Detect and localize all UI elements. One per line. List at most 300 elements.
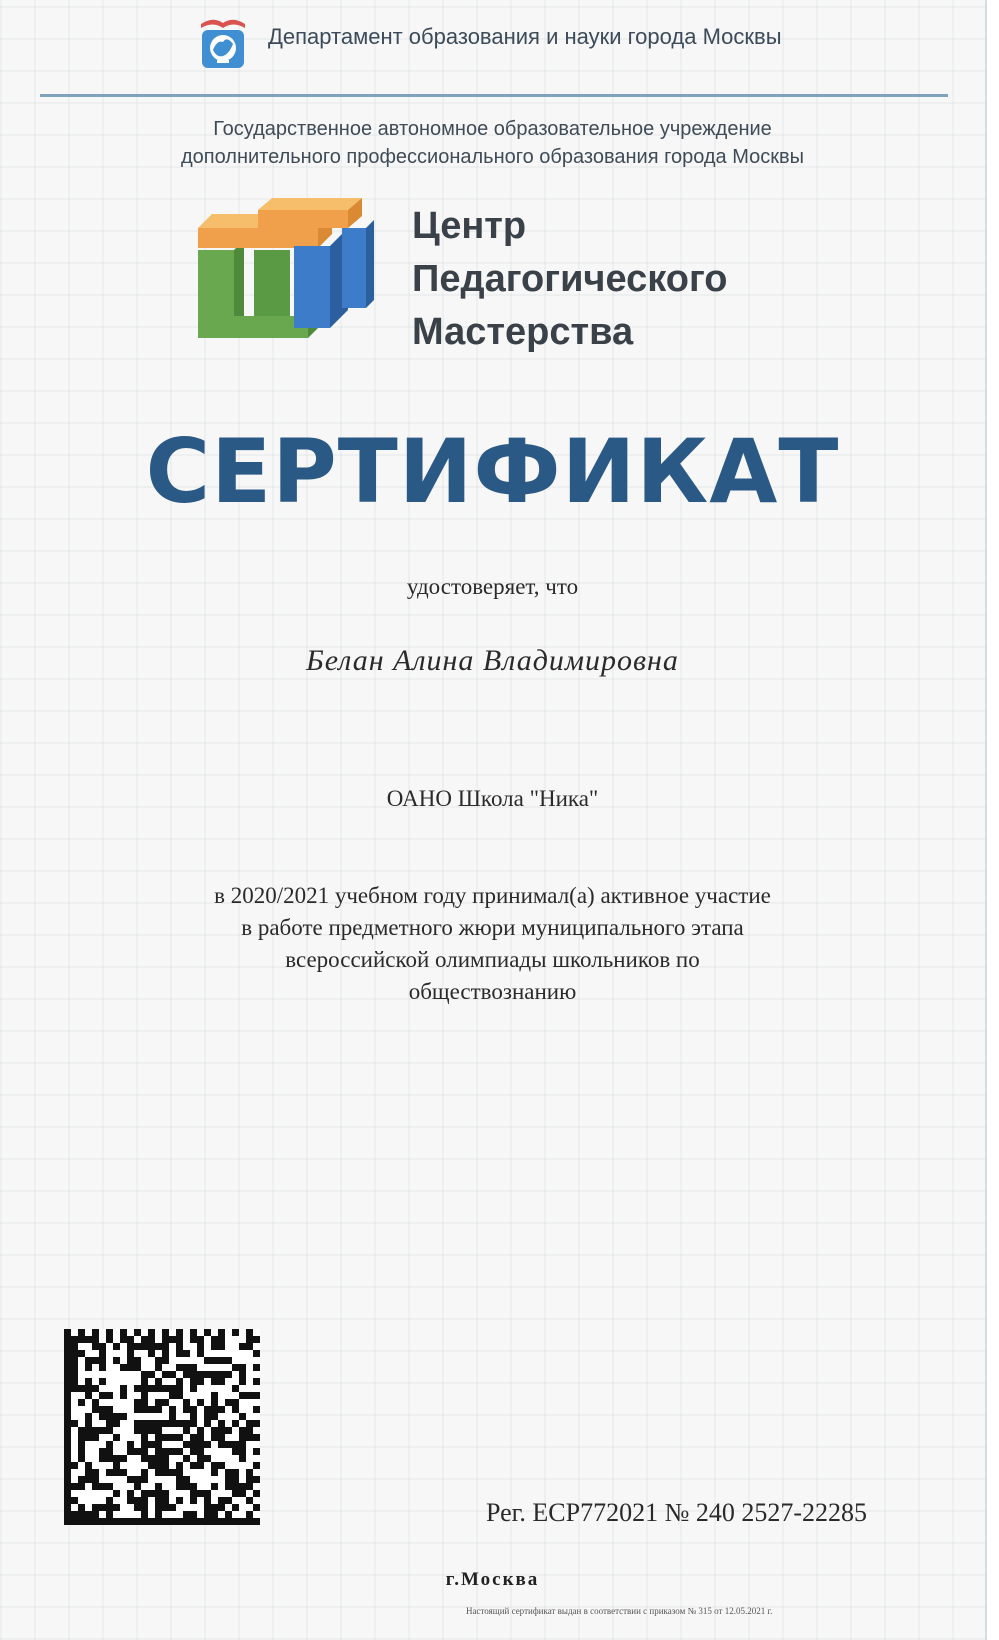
qr-module	[211, 1343, 218, 1350]
qr-module	[239, 1343, 246, 1350]
qr-module	[78, 1329, 85, 1336]
qr-module	[120, 1385, 127, 1392]
qr-module	[190, 1385, 197, 1392]
qr-module	[253, 1406, 260, 1413]
qr-module	[127, 1350, 134, 1357]
qr-module	[155, 1385, 162, 1392]
certificate-title: СЕРТИФИКАТ	[145, 420, 840, 523]
qr-module	[113, 1343, 120, 1350]
qr-module	[225, 1511, 232, 1518]
qr-module	[218, 1336, 225, 1343]
qr-module	[246, 1427, 253, 1434]
qr-module	[155, 1518, 162, 1525]
page-edge	[985, 0, 999, 1640]
qr-module	[141, 1469, 148, 1476]
qr-module	[162, 1385, 169, 1392]
qr-module	[204, 1406, 211, 1413]
qr-module	[113, 1469, 120, 1476]
org-type-line: Государственное автономное образовательное учреждение	[213, 118, 772, 140]
qr-module	[120, 1392, 127, 1399]
qr-module	[204, 1420, 211, 1427]
qr-module	[106, 1518, 113, 1525]
qr-module	[239, 1364, 246, 1371]
qr-module	[190, 1483, 197, 1490]
qr-module	[92, 1504, 99, 1511]
qr-module	[155, 1448, 162, 1455]
qr-module	[169, 1448, 176, 1455]
qr-module	[190, 1448, 197, 1455]
qr-module	[127, 1476, 134, 1483]
qr-module	[190, 1329, 197, 1336]
qr-module	[71, 1364, 78, 1371]
qr-module	[134, 1420, 141, 1427]
qr-module	[106, 1392, 113, 1399]
qr-module	[183, 1427, 190, 1434]
qr-module	[218, 1343, 225, 1350]
qr-module	[211, 1413, 218, 1420]
qr-module	[176, 1364, 183, 1371]
qr-module	[85, 1511, 92, 1518]
qr-module	[148, 1343, 155, 1350]
qr-module	[64, 1364, 71, 1371]
qr-module	[64, 1511, 71, 1518]
qr-module	[169, 1420, 176, 1427]
qr-module	[78, 1336, 85, 1343]
qr-module	[148, 1455, 155, 1462]
qr-module	[204, 1497, 211, 1504]
qr-module	[246, 1336, 253, 1343]
qr-module	[162, 1434, 169, 1441]
qr-module	[225, 1441, 232, 1448]
qr-module	[162, 1336, 169, 1343]
qr-module	[99, 1364, 106, 1371]
qr-module	[85, 1336, 92, 1343]
qr-module	[211, 1462, 218, 1469]
qr-module	[246, 1497, 253, 1504]
qr-module	[134, 1483, 141, 1490]
qr-module	[225, 1476, 232, 1483]
qr-module	[71, 1336, 78, 1343]
body-line: всероссийской олимпиады школьников по	[285, 947, 700, 972]
qr-module	[127, 1441, 134, 1448]
qr-module	[78, 1399, 85, 1406]
qr-module	[253, 1364, 260, 1371]
qr-module	[92, 1483, 99, 1490]
qr-module	[162, 1448, 169, 1455]
qr-module	[176, 1497, 183, 1504]
qr-module	[176, 1329, 183, 1336]
qr-module	[197, 1455, 204, 1462]
qr-module	[64, 1455, 71, 1462]
qr-module	[211, 1427, 218, 1434]
qr-module	[71, 1518, 78, 1525]
qr-module	[134, 1329, 141, 1336]
qr-module	[183, 1420, 190, 1427]
qr-module	[92, 1434, 99, 1441]
qr-module	[211, 1378, 218, 1385]
qr-module	[225, 1469, 232, 1476]
qr-module	[71, 1420, 78, 1427]
qr-module	[148, 1518, 155, 1525]
qr-module	[190, 1434, 197, 1441]
qr-module	[155, 1455, 162, 1462]
qr-module	[239, 1455, 246, 1462]
qr-module	[246, 1434, 253, 1441]
qr-module	[134, 1476, 141, 1483]
qr-module	[190, 1462, 197, 1469]
qr-module	[64, 1413, 71, 1420]
qr-module	[211, 1504, 218, 1511]
qr-module	[113, 1434, 120, 1441]
qr-module	[169, 1392, 176, 1399]
qr-module	[225, 1357, 232, 1364]
qr-module	[239, 1448, 246, 1455]
qr-module	[64, 1483, 71, 1490]
qr-module	[155, 1490, 162, 1497]
qr-module	[92, 1469, 99, 1476]
qr-module	[169, 1518, 176, 1525]
qr-module	[218, 1434, 225, 1441]
qr-module	[141, 1511, 148, 1518]
qr-module	[253, 1504, 260, 1511]
qr-module	[232, 1504, 239, 1511]
qr-module	[127, 1448, 134, 1455]
qr-module	[232, 1399, 239, 1406]
qr-module	[176, 1434, 183, 1441]
qr-module	[106, 1504, 113, 1511]
qr-module	[204, 1490, 211, 1497]
qr-module	[141, 1441, 148, 1448]
page-edge-line	[985, 0, 987, 1640]
qr-module	[162, 1504, 169, 1511]
qr-module	[162, 1462, 169, 1469]
qr-module	[176, 1476, 183, 1483]
qr-module	[155, 1427, 162, 1434]
qr-module	[134, 1504, 141, 1511]
qr-module	[141, 1406, 148, 1413]
qr-module	[239, 1441, 246, 1448]
qr-module	[211, 1371, 218, 1378]
qr-module	[155, 1469, 162, 1476]
qr-module	[204, 1441, 211, 1448]
center-name-line2: Педагогического	[412, 258, 728, 300]
qr-module	[71, 1497, 78, 1504]
qr-module	[92, 1511, 99, 1518]
qr-code	[64, 1329, 260, 1525]
qr-module	[232, 1469, 239, 1476]
qr-module	[64, 1518, 71, 1525]
qr-module	[92, 1336, 99, 1343]
qr-module	[211, 1336, 218, 1343]
qr-module	[106, 1420, 113, 1427]
qr-module	[246, 1392, 253, 1399]
certifies-text: удостоверяет, что	[406, 574, 579, 599]
qr-module	[155, 1364, 162, 1371]
qr-module	[148, 1490, 155, 1497]
qr-module	[92, 1357, 99, 1364]
qr-module	[141, 1490, 148, 1497]
qr-module	[85, 1385, 92, 1392]
qr-module	[190, 1378, 197, 1385]
qr-module	[253, 1518, 260, 1525]
qr-module	[106, 1427, 113, 1434]
qr-module	[162, 1469, 169, 1476]
qr-module	[253, 1490, 260, 1497]
qr-module	[211, 1357, 218, 1364]
qr-module	[99, 1518, 106, 1525]
qr-module	[246, 1518, 253, 1525]
qr-module	[99, 1343, 106, 1350]
qr-module	[141, 1476, 148, 1483]
qr-module	[225, 1399, 232, 1406]
qr-module	[148, 1420, 155, 1427]
city: г.Москва	[445, 1569, 540, 1590]
qr-module	[197, 1490, 204, 1497]
qr-module	[190, 1441, 197, 1448]
qr-module	[71, 1483, 78, 1490]
qr-module	[253, 1434, 260, 1441]
qr-module	[120, 1413, 127, 1420]
qr-module	[197, 1350, 204, 1357]
qr-module	[162, 1420, 169, 1427]
qr-module	[64, 1504, 71, 1511]
qr-module	[148, 1406, 155, 1413]
center-name-line3: Мастерства	[412, 311, 634, 353]
qr-module	[197, 1343, 204, 1350]
qr-module	[99, 1427, 106, 1434]
qr-module	[127, 1336, 134, 1343]
qr-module	[134, 1497, 141, 1504]
qr-module	[162, 1497, 169, 1504]
qr-module	[232, 1476, 239, 1483]
qr-module	[85, 1469, 92, 1476]
qr-module	[78, 1434, 85, 1441]
qr-module	[78, 1448, 85, 1455]
qr-module	[106, 1448, 113, 1455]
qr-module	[134, 1427, 141, 1434]
qr-module	[239, 1371, 246, 1378]
qr-module	[197, 1427, 204, 1434]
qr-module	[253, 1336, 260, 1343]
qr-module	[225, 1483, 232, 1490]
qr-module	[169, 1469, 176, 1476]
qr-module	[218, 1441, 225, 1448]
qr-module	[232, 1364, 239, 1371]
qr-module	[197, 1434, 204, 1441]
qr-module	[64, 1490, 71, 1497]
qr-module	[246, 1329, 253, 1336]
qr-module	[141, 1392, 148, 1399]
qr-module	[162, 1399, 169, 1406]
qr-module	[155, 1483, 162, 1490]
qr-module	[99, 1448, 106, 1455]
qr-module	[246, 1343, 253, 1350]
qr-module	[141, 1448, 148, 1455]
qr-module	[218, 1406, 225, 1413]
qr-module	[239, 1413, 246, 1420]
qr-module	[155, 1462, 162, 1469]
qr-module	[169, 1504, 176, 1511]
qr-module	[106, 1329, 113, 1336]
qr-module	[78, 1483, 85, 1490]
footnote: Настоящий сертификат выдан в соответствии с приказом № 315 от 12.05.2021 г.	[466, 1606, 773, 1616]
qr-module	[127, 1364, 134, 1371]
qr-module	[176, 1343, 183, 1350]
qr-module	[211, 1392, 218, 1399]
qr-module	[64, 1329, 71, 1336]
qr-module	[64, 1399, 71, 1406]
qr-module	[183, 1350, 190, 1357]
qr-module	[162, 1518, 169, 1525]
qr-module	[204, 1413, 211, 1420]
qr-module	[148, 1427, 155, 1434]
qr-module	[85, 1476, 92, 1483]
qr-module	[106, 1497, 113, 1504]
qr-module	[127, 1343, 134, 1350]
qr-module	[64, 1336, 71, 1343]
qr-module	[85, 1434, 92, 1441]
qr-module	[239, 1378, 246, 1385]
qr-module	[169, 1406, 176, 1413]
qr-module	[92, 1329, 99, 1336]
qr-module	[162, 1350, 169, 1357]
center-name	[412, 200, 728, 359]
qr-module	[148, 1350, 155, 1357]
qr-module	[176, 1448, 183, 1455]
qr-module	[183, 1455, 190, 1462]
qr-module	[155, 1378, 162, 1385]
qr-module	[246, 1483, 253, 1490]
qr-module	[246, 1476, 253, 1483]
qr-module	[218, 1427, 225, 1434]
qr-module	[176, 1483, 183, 1490]
qr-module	[176, 1392, 183, 1399]
qr-module	[204, 1357, 211, 1364]
qr-module	[99, 1392, 106, 1399]
qr-module	[162, 1490, 169, 1497]
qr-module	[232, 1518, 239, 1525]
qr-module	[183, 1518, 190, 1525]
qr-module	[99, 1504, 106, 1511]
qr-module	[64, 1350, 71, 1357]
qr-module	[253, 1420, 260, 1427]
qr-module	[253, 1350, 260, 1357]
qr-module	[92, 1476, 99, 1483]
qr-module	[190, 1490, 197, 1497]
qr-module	[162, 1329, 169, 1336]
qr-module	[85, 1392, 92, 1399]
qr-module	[183, 1511, 190, 1518]
qr-module	[64, 1427, 71, 1434]
qr-module	[106, 1469, 113, 1476]
qr-module	[155, 1434, 162, 1441]
qr-module	[232, 1483, 239, 1490]
qr-module	[106, 1455, 113, 1462]
body-line: в 2020/2021 учебном году принимал(а) активное участие	[214, 883, 771, 908]
qr-module	[176, 1378, 183, 1385]
qr-module	[197, 1518, 204, 1525]
qr-module	[141, 1371, 148, 1378]
qr-module	[141, 1378, 148, 1385]
qr-module	[169, 1434, 176, 1441]
qr-module	[127, 1518, 134, 1525]
qr-module	[169, 1336, 176, 1343]
qr-module	[232, 1385, 239, 1392]
qr-module	[176, 1462, 183, 1469]
qr-module	[64, 1434, 71, 1441]
qr-module	[106, 1483, 113, 1490]
qr-module	[99, 1483, 106, 1490]
qr-module	[120, 1336, 127, 1343]
qr-module	[106, 1406, 113, 1413]
qr-module	[141, 1518, 148, 1525]
qr-module	[197, 1462, 204, 1469]
qr-module	[232, 1420, 239, 1427]
qr-module	[78, 1518, 85, 1525]
qr-module	[183, 1476, 190, 1483]
qr-module	[71, 1343, 78, 1350]
qr-module	[190, 1497, 197, 1504]
qr-module	[134, 1364, 141, 1371]
qr-module	[92, 1427, 99, 1434]
qr-module	[64, 1420, 71, 1427]
registration-number: Рег. ЕСР772021 № 240 2527-22285	[486, 1498, 868, 1527]
qr-module	[120, 1455, 127, 1462]
qr-module	[155, 1357, 162, 1364]
qr-module	[127, 1497, 134, 1504]
qr-module	[71, 1371, 78, 1378]
body-line: обществознанию	[408, 979, 577, 1004]
qr-module	[211, 1399, 218, 1406]
qr-module	[183, 1406, 190, 1413]
qr-module	[85, 1518, 92, 1525]
qr-module	[162, 1357, 169, 1364]
center-name-line1: Центр	[412, 205, 527, 247]
qr-module	[78, 1455, 85, 1462]
qr-module	[148, 1385, 155, 1392]
qr-module	[197, 1378, 204, 1385]
qr-module	[78, 1476, 85, 1483]
qr-module	[71, 1357, 78, 1364]
qr-module	[64, 1448, 71, 1455]
qr-module	[253, 1378, 260, 1385]
qr-module	[218, 1462, 225, 1469]
moscow-education-emblem-icon	[197, 14, 249, 70]
qr-module	[148, 1336, 155, 1343]
qr-module	[218, 1518, 225, 1525]
qr-module	[92, 1343, 99, 1350]
qr-module	[85, 1364, 92, 1371]
header-divider	[40, 94, 948, 97]
qr-module	[106, 1441, 113, 1448]
qr-module	[85, 1378, 92, 1385]
qr-module	[141, 1504, 148, 1511]
qr-module	[183, 1483, 190, 1490]
qr-module	[218, 1497, 225, 1504]
qr-module	[176, 1350, 183, 1357]
qr-module	[71, 1511, 78, 1518]
qr-module	[239, 1392, 246, 1399]
qr-module	[155, 1343, 162, 1350]
qr-module	[211, 1469, 218, 1476]
qr-module	[85, 1427, 92, 1434]
qr-module	[197, 1336, 204, 1343]
qr-module	[155, 1441, 162, 1448]
qr-module	[99, 1378, 106, 1385]
qr-module	[85, 1413, 92, 1420]
qr-module	[134, 1448, 141, 1455]
qr-module	[246, 1469, 253, 1476]
